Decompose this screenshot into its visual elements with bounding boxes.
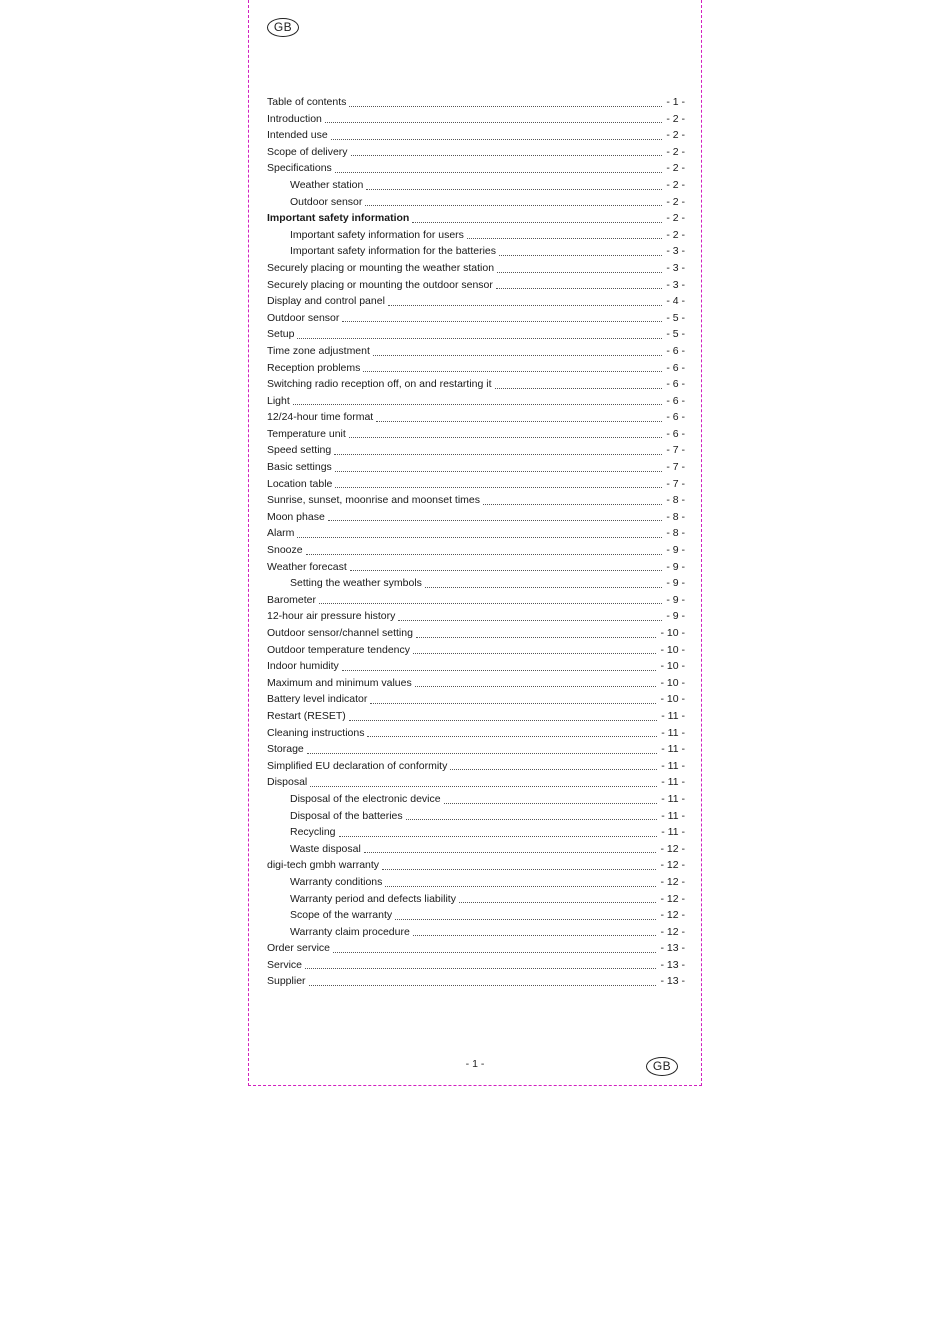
toc-entry[interactable] [267,326,685,343]
toc-entry-title: Warranty period and defects liability [290,892,456,905]
toc-entry-page: - 2 - [666,195,685,208]
toc-entry[interactable] [267,973,685,990]
toc-entry-title: Light [267,394,290,407]
toc-entry-title: Outdoor sensor/channel setting [267,627,413,639]
toc-entry[interactable] [267,360,685,377]
toc-entry[interactable] [267,409,685,426]
toc-entry-title: Reception problems [267,361,361,374]
toc-entry[interactable] [267,608,685,625]
toc-entry[interactable] [267,509,685,526]
toc-entry-title: Sunrise, sunset, moonrise and moonset times [267,494,481,507]
toc-entry-title: Storage [267,743,304,756]
toc-entry-page: - 10 - [660,693,685,706]
toc-entry[interactable] [267,758,685,775]
toc-entry-title: Important safety information [267,212,410,225]
toc-entry-page: - 6 - [666,361,685,374]
toc-entry[interactable] [267,310,685,327]
toc-entry[interactable] [267,492,685,509]
toc-dot-leader [307,743,657,754]
toc-entry-page: - 3 - [666,261,685,274]
toc-entry-page: - 12 - [660,892,685,905]
toc-entry-page: - 8 - [666,494,685,507]
toc-entry[interactable] [267,393,685,410]
toc-entry-page: - 3 - [666,278,685,291]
toc-entry-title: digi-tech gmbh warranty [267,859,380,872]
toc-dot-leader [496,278,662,289]
toc-entry-title: Disposal [267,776,308,789]
toc-dot-leader [450,759,657,770]
toc-entry-page: - 10 - [660,643,685,656]
toc-dot-leader [499,245,662,256]
toc-entry-title: Basic settings [267,461,332,474]
toc-dot-leader [459,892,657,903]
toc-dot-leader [305,958,656,969]
toc-dot-leader [406,809,658,820]
toc-entry-page: - 11 - [661,826,685,839]
toc-dot-leader [335,477,662,488]
toc-dot-leader [382,859,656,870]
toc-dot-leader [363,361,662,372]
toc-entry-title: Cleaning instructions [267,726,365,739]
toc-entry-title: Intended use [267,129,328,142]
toc-entry-title: Outdoor sensor [290,195,363,208]
toc-entry-page: - 6 - [666,378,685,391]
toc-dot-leader [497,262,662,273]
toc-entry[interactable] [267,127,685,144]
toc-entry-page: - 2 - [666,145,685,158]
toc-entry-page: - 2 - [666,212,685,225]
toc-entry-title: Securely placing or mounting the outdoor sensor [267,278,493,291]
toc-entry-title: Outdoor temperature tendency [267,643,411,656]
toc-entry[interactable] [267,426,685,443]
toc-dot-leader [349,96,662,107]
toc-entry[interactable] [267,227,685,244]
toc-entry-title: Temperature unit [267,427,346,440]
toc-entry[interactable] [267,708,685,725]
toc-entry-page: - 6 - [666,394,685,407]
toc-dot-leader [413,925,657,936]
toc-entry[interactable] [267,741,685,758]
toc-dot-leader [349,427,663,438]
toc-entry-page: - 6 - [666,344,685,357]
toc-entry-page: - 9 - [666,544,685,557]
toc-entry-title: Scope of the warranty [290,909,393,922]
toc-entry-title: Restart (RESET) [267,709,346,722]
toc-entry-page: - 5 - [666,328,685,341]
toc-entry-page: - 9 - [666,577,685,590]
toc-entry-title: Speed setting [267,444,332,457]
toc-entry-title: Battery level indicator [267,693,368,706]
toc-entry-title: Simplified EU declaration of conformity [267,759,448,772]
toc-entry[interactable] [267,791,685,808]
toc-entry[interactable] [267,260,685,277]
toc-dot-leader [495,378,663,389]
toc-entry[interactable] [267,874,685,891]
toc-entry-title: Switching radio reception off, on and restarting it [267,378,492,391]
toc-entry-page: - 13 - [660,975,685,988]
toc-entry[interactable] [267,144,685,161]
toc-entry-page: - 9 - [666,560,685,573]
toc-dot-leader [367,726,657,737]
toc-entry-title: Disposal of the batteries [290,809,403,822]
toc-entry-title: Alarm [267,527,295,540]
toc-dot-leader [483,494,662,505]
toc-entry-page: - 13 - [660,958,685,971]
toc-entry-page: - 2 - [666,162,685,175]
toc-entry-title: Time zone adjustment [267,344,370,357]
toc-entry-page: - 11 - [661,809,685,822]
toc-entry-title: Warranty claim procedure [290,925,410,938]
toc-entry[interactable] [267,559,685,576]
toc-entry-title: Moon phase [267,510,325,523]
toc-entry-title: Specifications [267,162,332,175]
toc-entry-page: - 2 - [666,129,685,142]
toc-entry[interactable] [267,924,685,941]
toc-dot-leader [388,295,662,306]
toc-dot-leader [467,228,662,239]
toc-entry-page: - 12 - [660,875,685,888]
toc-entry[interactable] [267,957,685,974]
toc-dot-leader [373,345,662,356]
toc-entry-page: - 9 - [666,593,685,606]
toc-entry-title: Setup [267,328,295,341]
toc-entry-page: - 12 - [660,925,685,938]
language-badge-gb: GB [267,18,299,37]
toc-entry-title: Barometer [267,593,317,606]
page-number: - 1 - [465,1058,485,1070]
toc-entry-title: Table of contents [267,96,347,108]
toc-dot-leader [325,112,662,123]
toc-entry[interactable] [267,210,685,227]
toc-entry[interactable] [267,592,685,609]
toc-dot-leader [349,710,658,721]
toc-dot-leader [335,162,663,173]
toc-entry-page: - 4 - [666,295,685,308]
toc-entry-page: - 11 - [661,709,685,722]
toc-entry-page: - 3 - [666,245,685,258]
toc-entry-page: - 6 - [666,411,685,424]
toc-entry-page: - 2 - [666,178,685,191]
toc-entry-page: - 11 - [661,776,685,789]
toc-entry-title: Disposal of the electronic device [290,792,441,805]
toc-dot-leader [365,195,662,206]
toc-dot-leader [328,510,663,521]
toc-entry-title: Weather forecast [267,560,347,573]
toc-dot-leader [297,328,662,339]
toc-entry[interactable] [267,841,685,858]
toc-entry-page: - 6 - [666,427,685,440]
toc-entry[interactable] [267,177,685,194]
toc-entry[interactable] [267,94,685,111]
toc-entry[interactable] [267,675,685,692]
toc-entry[interactable] [267,725,685,742]
toc-dot-leader [306,544,663,555]
toc-entry[interactable] [267,160,685,177]
toc-dot-leader [364,842,657,853]
toc-entry-title: Order service [267,942,331,955]
toc-entry[interactable] [267,658,685,675]
toc-entry-title: Indoor humidity [267,660,339,673]
toc-entry[interactable] [267,542,685,559]
toc-entry[interactable] [267,575,685,592]
toc-dot-leader [331,129,663,140]
toc-dot-leader [293,394,663,405]
toc-entry[interactable] [267,376,685,393]
toc-entry-page: - 13 - [660,942,685,955]
toc-dot-leader [415,676,657,687]
toc-dot-leader [342,660,657,671]
toc-entry-title: Waste disposal [290,842,361,855]
toc-entry[interactable] [267,774,685,791]
toc-entry[interactable] [267,476,685,493]
toc-entry[interactable] [267,625,685,642]
toc-dot-leader [309,975,657,986]
toc-entry-title: Service [267,958,303,971]
toc-entry-page: - 7 - [666,477,685,490]
toc-entry[interactable] [267,111,685,128]
toc-entry-page: - 12 - [660,909,685,922]
language-badge-gb-footer: GB [646,1057,678,1076]
toc-dot-leader [319,593,662,604]
toc-entry-page: - 10 - [660,660,685,673]
toc-entry-page: - 2 - [666,228,685,241]
toc-entry-page: - 1 - [666,96,685,108]
toc-entry-title: Outdoor sensor [267,311,340,324]
toc-dot-leader [366,179,662,190]
manual-page [248,0,702,1086]
toc-entry-title: Recycling [290,826,336,839]
toc-entry-page: - 10 - [660,627,685,639]
toc-entry-title: Important safety information for users [290,228,464,241]
toc-entry-title: Important safety information for the batteries [290,245,497,258]
toc-entry[interactable] [267,808,685,825]
toc-entry-page: - 11 - [661,759,685,772]
toc-entry[interactable] [267,277,685,294]
toc-entry[interactable] [267,642,685,659]
toc-entry-title: Securely placing or mounting the weather station [267,261,495,274]
toc-entry-title: Snooze [267,544,303,557]
toc-dot-leader [412,212,662,223]
toc-dot-leader [342,311,662,322]
toc-dot-leader [339,826,658,837]
toc-entry-title: Setting the weather symbols [290,577,422,590]
toc-entry-page: - 7 - [666,461,685,474]
toc-dot-leader [444,793,658,804]
toc-dot-leader [413,643,656,654]
toc-entry-title: Warranty conditions [290,875,383,888]
toc-dot-leader [351,145,663,156]
toc-entry-title: Supplier [267,975,306,988]
toc-entry[interactable] [267,525,685,542]
toc-entry-title: Display and control panel [267,295,385,308]
toc-entry[interactable] [267,442,685,459]
toc-dot-leader [376,411,662,422]
toc-dot-leader [416,627,657,638]
toc-entry-page: - 2 - [666,112,685,125]
toc-entry[interactable] [267,293,685,310]
toc-entry-page: - 8 - [666,527,685,540]
toc-entry[interactable] [267,857,685,874]
toc-entry[interactable] [267,907,685,924]
toc-entry[interactable] [267,824,685,841]
toc-dot-leader [385,876,656,887]
toc-dot-leader [297,527,662,538]
toc-entry-title: Scope of delivery [267,145,348,158]
toc-entry-title: 12/24-hour time format [267,411,374,424]
toc-entry-page: - 9 - [666,610,685,623]
toc-entry-title: Introduction [267,112,322,125]
toc-entry-title: Maximum and minimum values [267,676,412,689]
toc-entry[interactable] [267,343,685,360]
toc-dot-leader [425,577,662,588]
table-of-contents [267,94,685,990]
toc-entry-page: - 12 - [660,859,685,872]
toc-dot-leader [370,693,656,704]
toc-entry[interactable] [267,891,685,908]
toc-entry-page: - 10 - [660,676,685,689]
toc-entry-page: - 11 - [661,792,685,805]
toc-entry-page: - 11 - [661,726,685,739]
toc-entry[interactable] [267,691,685,708]
toc-entry[interactable] [267,243,685,260]
toc-entry-page: - 11 - [661,743,685,756]
toc-dot-leader [334,444,662,455]
toc-dot-leader [310,776,657,787]
toc-entry-title: Weather station [290,178,364,191]
toc-dot-leader [395,909,656,920]
toc-entry-page: - 8 - [666,510,685,523]
toc-entry[interactable] [267,194,685,211]
toc-entry[interactable] [267,459,685,476]
toc-entry-title: Location table [267,477,333,490]
toc-dot-leader [333,942,656,953]
toc-entry-title: 12-hour air pressure history [267,610,396,623]
toc-entry-page: - 7 - [666,444,685,457]
toc-dot-leader [398,610,662,621]
toc-dot-leader [335,461,663,472]
toc-dot-leader [350,560,663,571]
toc-entry-page: - 5 - [666,311,685,324]
toc-entry-page: - 12 - [660,842,685,855]
toc-entry[interactable] [267,940,685,957]
